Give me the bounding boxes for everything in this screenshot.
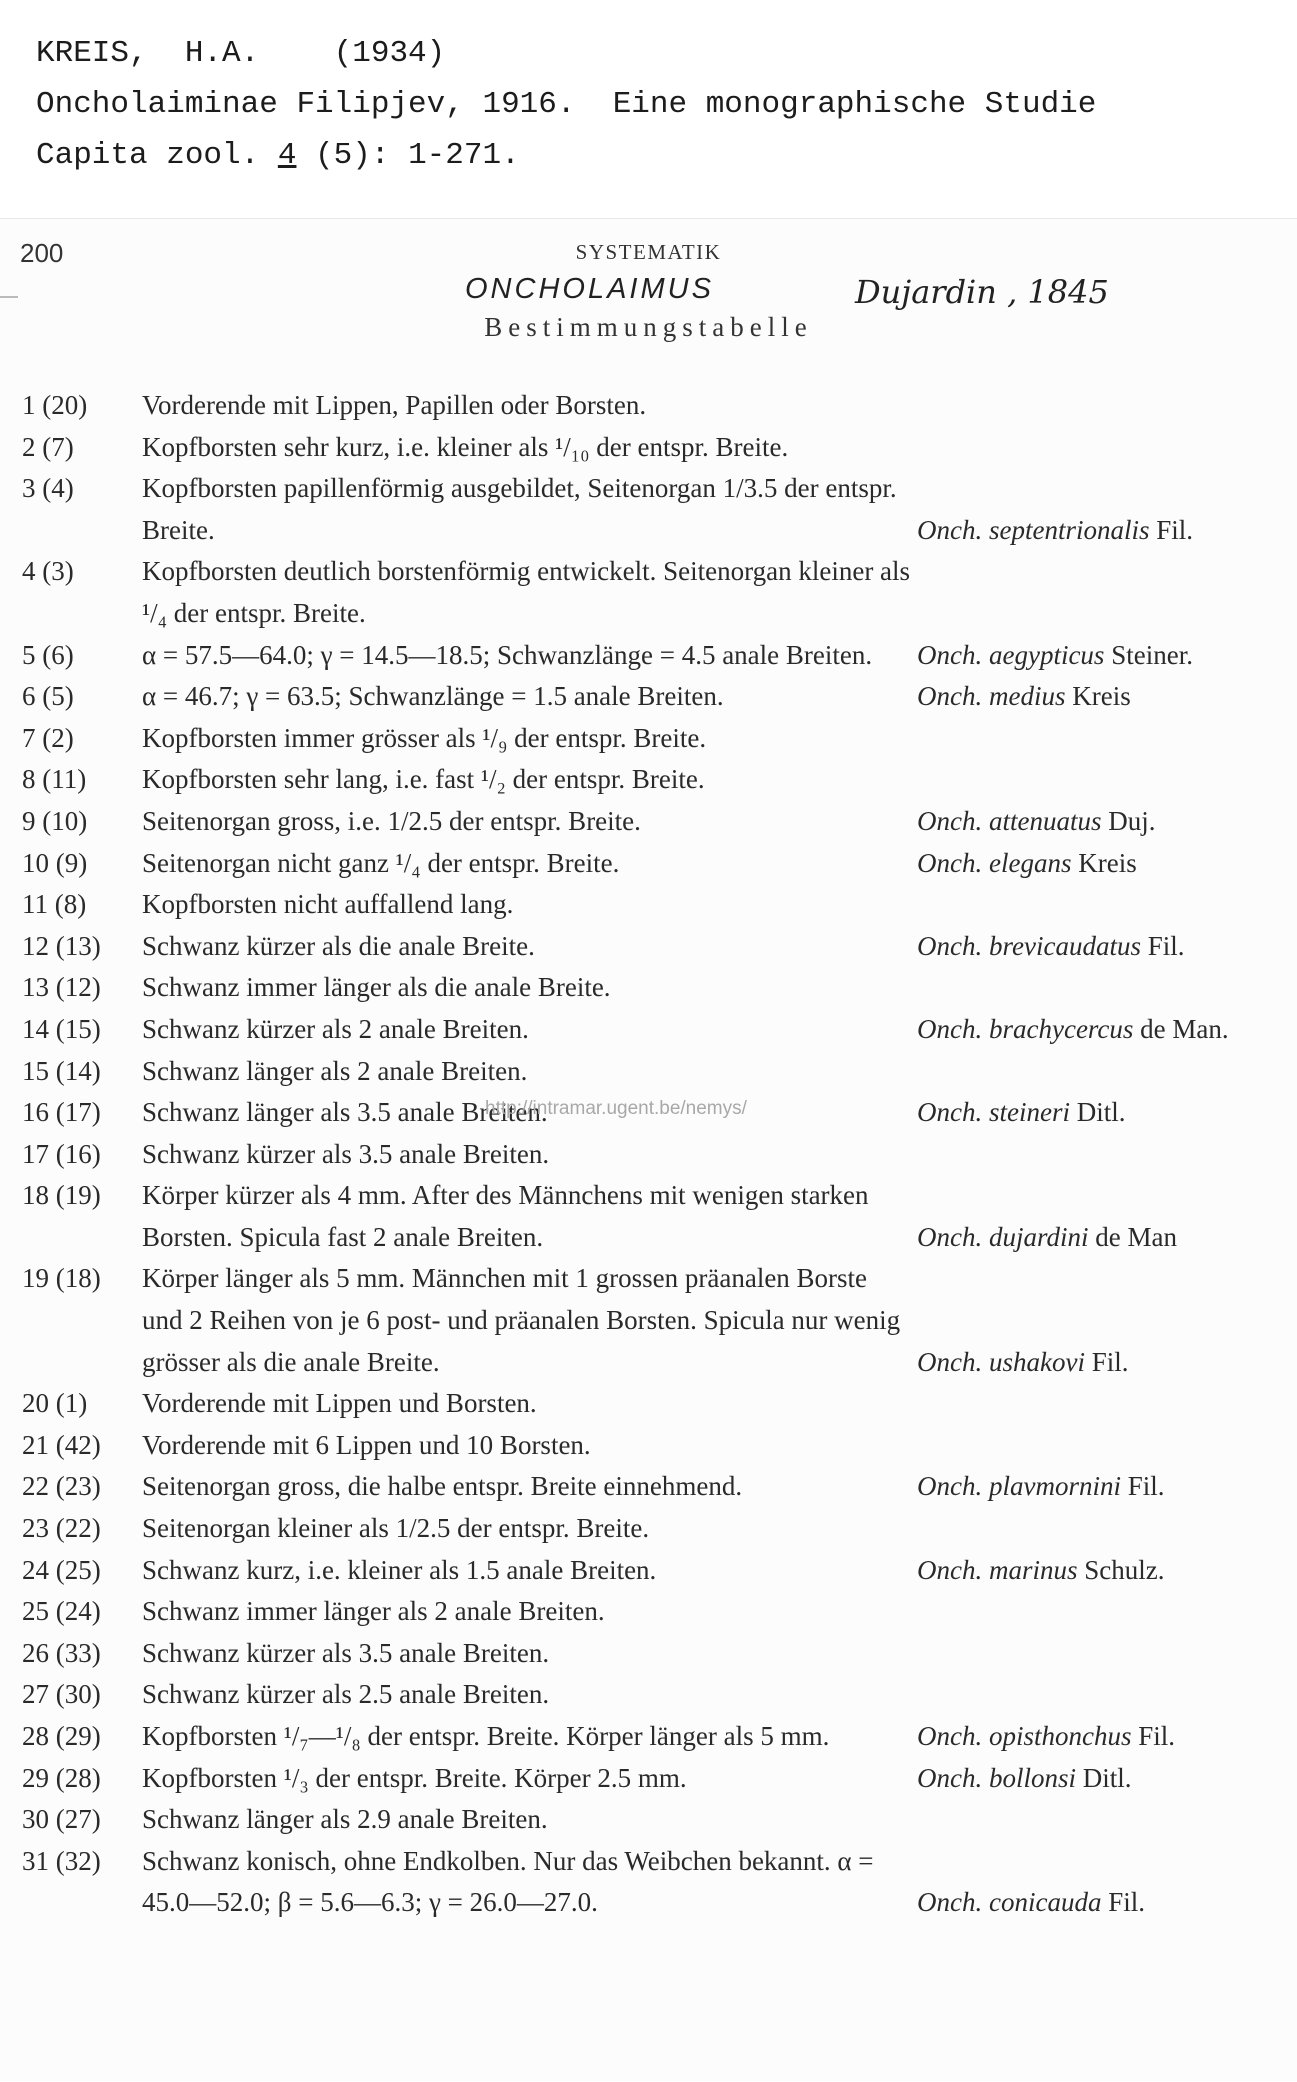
species-name [917, 1217, 1177, 1259]
key-row [0, 1508, 1297, 1550]
couplet-number: 6 (5) [22, 681, 74, 712]
key-row [0, 1758, 1297, 1800]
couplet-number: 29 (28) [22, 1762, 101, 1793]
couplet-description: Seitenorgan gross, i.e. 1/2.5 der entspr. Breite. [142, 805, 641, 836]
couplet-number: 31 (32) [22, 1845, 101, 1876]
key-row [0, 1175, 1297, 1258]
couplet-description: Schwanz kürzer als 2.5 anale Breiten. [142, 1679, 550, 1710]
couplet-description: Schwanz länger als 3.5 anale Breiten. [142, 1097, 548, 1128]
key-row [0, 1591, 1297, 1633]
species-binomial: Onch. plavmornini [917, 1471, 1121, 1502]
species-name [917, 926, 1184, 968]
species-author: Fil. [1131, 1721, 1176, 1751]
key-row [0, 1425, 1297, 1467]
section-heading: SYSTEMATIK [575, 240, 722, 264]
reference-card [36, 28, 1096, 181]
couplet-number: 30 (27) [22, 1804, 101, 1835]
key-row [0, 551, 1297, 634]
species-author: Kreis [1071, 847, 1137, 878]
couplet-number: 28 (29) [22, 1721, 101, 1751]
species-name [917, 801, 1155, 843]
key-row [0, 1633, 1297, 1675]
couplet-number: 2 (7) [22, 431, 74, 462]
species-binomial: Onch. opisthonchus [917, 1721, 1132, 1751]
couplet-number: 4 (3) [22, 556, 74, 587]
species-author: Fil. [1084, 1346, 1129, 1377]
reference-volume: 4 [277, 138, 297, 173]
couplet-description: Schwanz länger als 2.9 anale Breiten. [142, 1804, 548, 1835]
key-row [0, 1674, 1297, 1716]
species-name [917, 1882, 1145, 1924]
species-author: Fil. [1149, 514, 1194, 545]
couplet-description: Kopfborsten sehr kurz, i.e. kleiner als ¹/₁₀ der entspr. Breite. [142, 431, 789, 462]
species-binomial: Onch. brachycercus [917, 1013, 1134, 1044]
couplet-description: Seitenorgan gross, die halbe entspr. Breite einnehmend. [142, 1471, 743, 1502]
margin-mark [0, 296, 18, 298]
key-row [0, 884, 1297, 926]
couplet-description: Vorderende mit Lippen und Borsten. [142, 1388, 537, 1419]
species-author: Ditl. [1069, 1097, 1126, 1128]
couplet-number: 21 (42) [22, 1429, 101, 1460]
key-row [0, 718, 1297, 760]
couplet-number: 3 (4) [22, 473, 74, 504]
species-binomial: Onch. conicauda [917, 1887, 1102, 1918]
key-row [0, 1009, 1297, 1051]
couplet-number: 9 (10) [22, 805, 88, 836]
couplet-number: 13 (12) [22, 972, 101, 1003]
reference-pages: (5): 1-271. [296, 138, 520, 173]
species-binomial: Onch. marinus [917, 1554, 1078, 1585]
couplet-description: Kopfborsten sehr lang, i.e. fast ¹/₂ der entspr. Breite. [142, 764, 705, 795]
species-name [917, 1758, 1132, 1800]
key-row [0, 1550, 1297, 1592]
couplet-number: 7 (2) [22, 722, 74, 753]
couplet-number: 17 (16) [22, 1138, 101, 1169]
couplet-number: 22 (23) [22, 1471, 101, 1502]
key-row [0, 1466, 1297, 1508]
couplet-number: 27 (30) [22, 1679, 101, 1710]
species-name [917, 843, 1137, 885]
species-name [917, 1550, 1165, 1592]
key-row [0, 843, 1297, 885]
genus-handwritten: ONCHOLAIMUS [465, 273, 714, 305]
watermark-url: http://intramar.ugent.be/nemys/ [485, 1098, 747, 1119]
reference-author-year: KREIS, H.A. (1934) [36, 36, 446, 71]
couplet-number: 12 (13) [22, 930, 101, 961]
couplet-description: Schwanz kürzer als die anale Breite. [142, 930, 535, 961]
key-row [0, 635, 1297, 677]
couplet-number: 10 (9) [22, 847, 88, 878]
key-row [0, 676, 1297, 718]
species-name [917, 1092, 1126, 1134]
couplet-number: 8 (11) [22, 764, 87, 795]
couplet-description: Vorderende mit 6 Lippen und 10 Borsten. [142, 1429, 591, 1460]
species-name [917, 635, 1193, 677]
key-row [0, 1051, 1297, 1093]
couplet-number: 25 (24) [22, 1596, 101, 1627]
key-row [0, 967, 1297, 1009]
couplet-number: 1 (20) [22, 390, 88, 420]
key-row [0, 427, 1297, 469]
species-name [917, 1009, 1229, 1051]
species-binomial: Onch. septentrionalis [917, 514, 1150, 545]
key-row [0, 926, 1297, 968]
couplet-description: Vorderende mit Lippen, Papillen oder Borsten. [142, 390, 647, 420]
species-name [917, 1466, 1165, 1508]
couplet-number: 15 (14) [22, 1055, 101, 1086]
key-row [0, 468, 1297, 551]
page-number: 200 [20, 238, 64, 268]
couplet-number: 20 (1) [22, 1388, 88, 1419]
key-row [0, 1383, 1297, 1425]
couplet-description: Seitenorgan kleiner als 1/2.5 der entspr. Breite. [142, 1513, 650, 1544]
couplet-number: 24 (25) [22, 1554, 101, 1585]
couplet-number: 19 (18) [22, 1263, 101, 1294]
couplet-description: Körper länger als 5 mm. Männchen mit 1 grossen präanalen Borste und 2 Reihen von je 6 post- und präanalen Borsten. Spicula nur wenig grösser als die anale Breite. [142, 1263, 901, 1377]
author-handwritten: Dujardin , 1845 [855, 273, 1109, 311]
species-author: de Man [1088, 1221, 1177, 1252]
couplet-number: 14 (15) [22, 1013, 101, 1044]
couplet-description: Kopfborsten papillenförmig ausgebildet, Seitenorgan 1/3.5 der entspr. Breite. [142, 473, 897, 545]
couplet-description: Kopfborsten ¹/₇—¹/₈ der entspr. Breite. Körper länger als 5 mm. [142, 1721, 830, 1751]
couplet-description: Schwanz kürzer als 2 anale Breiten. [142, 1013, 529, 1044]
couplet-description: Kopfborsten nicht auffallend lang. [142, 889, 514, 920]
species-binomial: Onch. elegans [917, 847, 1072, 878]
couplet-number: 18 (19) [22, 1180, 101, 1211]
couplet-description: α = 57.5—64.0; γ = 14.5—18.5; Schwanzlänge = 4.5 anale Breiten. [142, 639, 873, 670]
couplet-description: Körper kürzer als 4 mm. After des Männchens mit wenigen starken Borsten. Spicula fast 2 anale Breiten. [142, 1180, 869, 1252]
species-author: Fil. [1140, 930, 1185, 961]
species-author: Fil. [1120, 1471, 1165, 1502]
species-name [917, 510, 1193, 552]
key-row [0, 1716, 1297, 1758]
couplet-description: Kopfborsten immer grösser als ¹/₉ der entspr. Breite. [142, 722, 707, 753]
species-author: Duj. [1101, 805, 1156, 836]
reference-journal [36, 130, 1096, 181]
reference-title: Oncholaiminae Filipjev, 1916. Eine monographische Studie [36, 87, 1097, 122]
key-row [0, 385, 1297, 427]
key-row [0, 801, 1297, 843]
species-author: Steiner. [1104, 639, 1193, 670]
species-author: Kreis [1065, 681, 1131, 712]
couplet-number: 23 (22) [22, 1513, 101, 1544]
species-author: Ditl. [1076, 1762, 1132, 1793]
couplet-description: Schwanz länger als 2 anale Breiten. [142, 1055, 528, 1086]
key-row [0, 1134, 1297, 1176]
couplet-number: 5 (6) [22, 639, 74, 670]
species-binomial: Onch. dujardini [917, 1221, 1089, 1252]
species-binomial: Onch. medius [917, 681, 1066, 712]
couplet-description: Schwanz kürzer als 3.5 anale Breiten. [142, 1637, 550, 1668]
couplet-description: Kopfborsten ¹/₃ der entspr. Breite. Körper 2.5 mm. [142, 1762, 687, 1793]
species-binomial: Onch. brevicaudatus [917, 930, 1141, 961]
identification-key [0, 385, 1297, 1924]
species-author: Fil. [1101, 1887, 1145, 1918]
species-author: de Man. [1133, 1013, 1229, 1044]
couplet-description: α = 46.7; γ = 63.5; Schwanzlänge = 1.5 anale Breiten. [142, 681, 724, 712]
key-row [0, 759, 1297, 801]
couplet-description: Seitenorgan nicht ganz ¹/₄ der entspr. Breite. [142, 847, 620, 878]
couplet-description: Schwanz kurz, i.e. kleiner als 1.5 anale Breiten. [142, 1554, 657, 1585]
species-binomial: Onch. steineri [917, 1097, 1070, 1128]
species-binomial: Onch. attenuatus [917, 805, 1102, 836]
reference-journal-name: Capita zool. [36, 138, 278, 173]
couplet-number: 11 (8) [22, 889, 87, 920]
couplet-description: Kopfborsten deutlich borstenförmig entwickelt. Seitenorgan kleiner als ¹/₄ der entspr. Breite. [142, 556, 911, 628]
couplet-description: Schwanz immer länger als 2 anale Breiten. [142, 1596, 605, 1627]
couplet-description: Schwanz immer länger als die anale Breite. [142, 972, 611, 1003]
key-subtitle: Bestimmungstabelle [484, 312, 813, 342]
key-row [0, 1799, 1297, 1841]
species-name [917, 1342, 1129, 1384]
species-author: Schulz. [1077, 1554, 1165, 1585]
species-name [917, 1716, 1175, 1758]
species-binomial: Onch. ushakovi [917, 1346, 1085, 1377]
couplet-description: Schwanz konisch, ohne Endkolben. Nur das Weibchen bekannt. α = 45.0—52.0; β = 5.6—6.3; γ = 26.0—27.0. [142, 1845, 874, 1918]
key-row [0, 1841, 1297, 1924]
species-binomial: Onch. aegypticus [917, 639, 1105, 670]
couplet-number: 26 (33) [22, 1637, 101, 1668]
species-binomial: Onch. bollonsi [917, 1762, 1076, 1793]
couplet-description: Schwanz kürzer als 3.5 anale Breiten. [142, 1138, 550, 1169]
key-row [0, 1258, 1297, 1383]
species-name [917, 676, 1131, 718]
couplet-number: 16 (17) [22, 1097, 101, 1128]
